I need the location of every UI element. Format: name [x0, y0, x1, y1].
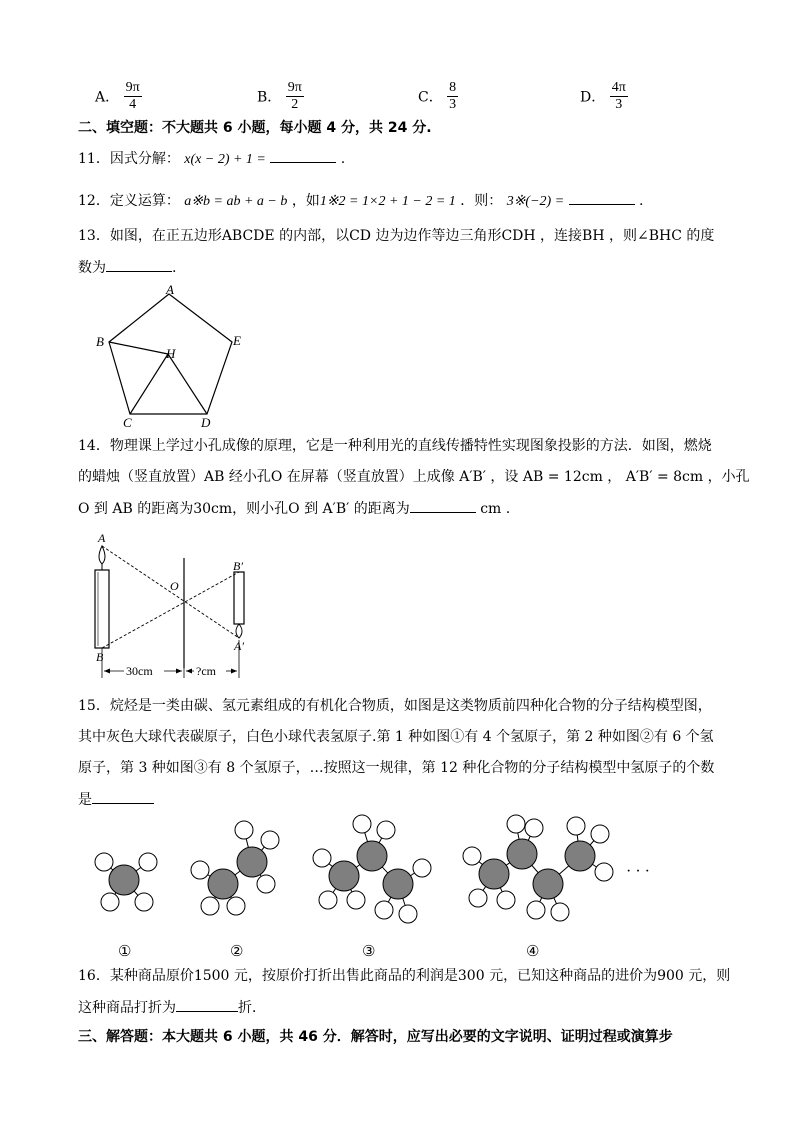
- choice-a-den: 4: [129, 97, 137, 112]
- question-14-line2: 的蜡烛（竖直放置）AB 经小孔O 在屏幕（竖直放置）上成像 A′B′ ，设 AB = 12cm ， A′B′ = 8cm ，小孔: [78, 469, 750, 485]
- q14-answer-blank[interactable]: [410, 498, 476, 513]
- question-15-line3: 原子，第 3 种如图③有 8 个氢原子，…按照这一规律，第 12 种化合物的分子结构模型中氢原子的个数: [78, 760, 715, 776]
- molecules-figure: [80, 812, 680, 962]
- molecules-ellipsis: · · ·: [626, 863, 650, 880]
- q12-answer-blank[interactable]: [569, 190, 635, 205]
- choice-b-num: 9π: [287, 80, 302, 95]
- choice-c-den: 3: [449, 97, 457, 112]
- choice-a: A． $\frac{9\pi}{4}$: [95, 80, 140, 112]
- question-15-line1: 15．烷烃是一类由碳、氢元素组成的有机化合物质，如图是这类物质前四种化合物的分子结构模型图，: [78, 698, 712, 714]
- molecule-label-2: ②: [230, 944, 244, 960]
- label-b: B: [96, 334, 104, 349]
- q12-expression: 3※(−2) =: [506, 194, 565, 209]
- label-a: A: [166, 282, 174, 297]
- label-30cm: 30cm: [126, 664, 153, 678]
- question-15-line2: 其中灰色大球代表碳原子，白色小球代表氢原子.第 1 种如图①有 4 个氢原子，第 2 种如图②有 6 个氢: [78, 729, 714, 745]
- choice-c-num: 8: [449, 80, 457, 95]
- image-candle: [234, 572, 244, 624]
- label-c: C: [123, 415, 132, 430]
- question-13-line2: 数为 .: [78, 257, 176, 278]
- choice-b-den: 2: [291, 97, 299, 112]
- molecule-2: [191, 821, 279, 915]
- question-12: 12．定义运算： a※b = ab + a − b ，如1※2 = 1×2 + 1 − 2 = 1 ．则： 3※(−2) = .: [78, 190, 644, 212]
- pentagon-figure: [90, 282, 250, 430]
- question-14-line1: 14．物理课上学过小孔成像的原理，它是一种利用光的直线传播特性实现图象投影的方法．如图，燃烧: [78, 438, 712, 454]
- label-a-prime: A′: [234, 639, 244, 653]
- q16-answer-blank[interactable]: [176, 997, 238, 1012]
- question-16-line1: 16．某种商品原价1500 元，按原价打折出售此商品的利润是300 元，已知这种商品的进价为900 元，则: [78, 968, 731, 984]
- candle-flame: [99, 546, 105, 564]
- label-b: B: [96, 650, 104, 664]
- section3-title: 三、解答题：本大题共 6 小题，共 46 分．解答时，应写出必要的文字说明、证明过程或演算步: [78, 1029, 673, 1045]
- label-d: D: [201, 415, 211, 430]
- molecule-4: [463, 815, 613, 921]
- q15-answer-blank[interactable]: [92, 789, 154, 804]
- label-unknown-cm: ?cm: [196, 664, 216, 678]
- choice-a-num: 9π: [125, 80, 140, 95]
- molecule-label-1: ①: [118, 944, 132, 960]
- segment-dh: [168, 354, 207, 414]
- choice-b: B． $\frac{9\pi}{2}$: [257, 80, 302, 112]
- q11-expression: x(x − 2) + 1 =: [184, 152, 266, 167]
- label-b-prime: B′: [233, 559, 243, 573]
- choice-c: C． $\frac{8}{3}$: [418, 80, 457, 112]
- label-o: O: [170, 579, 179, 593]
- molecule-1: [95, 853, 157, 911]
- q12-definition: a※b = ab + a − b: [184, 194, 288, 209]
- pinhole-figure: [88, 530, 258, 680]
- question-14-line3: O 到 AB 的距离为30cm，则小孔O 到 A′B′ 的距离为 cm .: [78, 498, 510, 519]
- segment-ch: [130, 354, 168, 414]
- q13-answer-blank[interactable]: [106, 257, 172, 272]
- segment-bh: [109, 342, 168, 354]
- label-e: E: [233, 333, 241, 348]
- label-h: H: [166, 346, 176, 361]
- q11-answer-blank[interactable]: [270, 148, 336, 163]
- question-11: 11．因式分解： x(x − 2) + 1 = .: [78, 148, 345, 170]
- section2-title: 二、填空题：不大题共 6 小题，每小题 4 分，共 24 分.: [78, 120, 432, 136]
- candle-ab: [95, 570, 109, 648]
- choice-d-den: 3: [615, 97, 623, 112]
- label-a: A: [98, 531, 106, 545]
- molecule-label-4: ④: [526, 944, 540, 960]
- question-16-line2: 这种商品打折为 折．: [78, 997, 266, 1018]
- choice-d: D． $\frac{4\pi}{3}$: [580, 80, 626, 112]
- question-13-line1: 13．如图，在正五边形ABCDE 的内部，以CD 边为边作等边三角形CDH ，连接BH ，则∠BHC 的度: [78, 228, 715, 244]
- question-15-line4: 是: [78, 789, 154, 810]
- molecule-label-3: ③: [362, 944, 376, 960]
- choice-d-num: 4π: [611, 80, 626, 95]
- q12-example: 1※2 = 1×2 + 1 − 2 = 1: [319, 194, 456, 209]
- molecule-3: [313, 815, 431, 923]
- image-flame: [236, 624, 242, 638]
